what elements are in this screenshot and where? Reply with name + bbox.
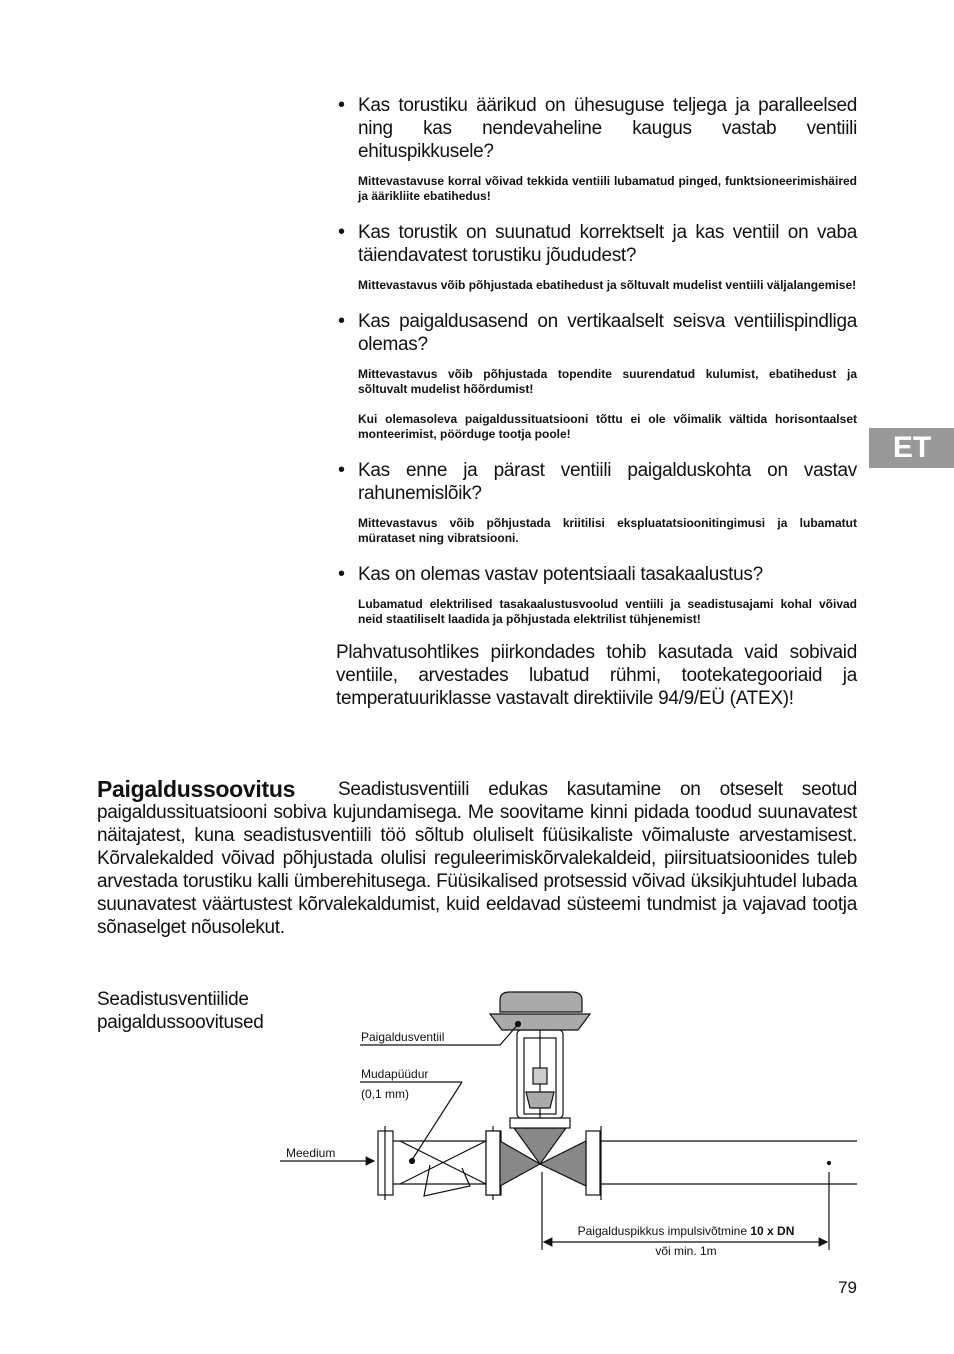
language-tab: ET	[869, 428, 954, 468]
atex-note: Plahvatusohtlikes piirkondades tohib kasutada vaid sobivaid ventiile, arvestades lubatud rühmi, tootekategooriaid ja temperatuuriklasse vastavalt direktiivile 94/9/EÜ (ATEX)!	[336, 642, 857, 709]
section-heading: Paigaldussoovitus	[97, 776, 296, 802]
label-medium: Meedium	[286, 1146, 336, 1160]
page-number: 79	[838, 1278, 857, 1297]
checklist-question: Kas paigaldusasend on vertikaalselt seisva ventiilispindliga olemas?	[358, 311, 857, 355]
valve-actuator	[500, 992, 582, 1012]
checklist-warning: Mittevastavuse korral võivad tekkida ventiili lubamatud pinged, funktsioneerimishäired ja äärikliite ebatihedus!	[358, 174, 857, 203]
bullet-icon: •	[338, 563, 346, 585]
label-length-prefix: Paigalduspikkus impulsivõtmine	[577, 1224, 751, 1238]
label-valve: Paigaldusventiil	[361, 1030, 445, 1044]
checklist-question: Kas on olemas vastav potentsiaali tasakaalustus?	[358, 564, 763, 585]
checklist-warning: Kui olemasoleva paigaldussituatsiooni tõttu ei ole võimalik vältida horisontaalset monteerimist, pöörduge tootja poole!	[358, 412, 857, 441]
bullet-icon: •	[338, 94, 346, 116]
label-length-bold: 10 x DN	[750, 1224, 795, 1238]
label-length-alt: või min. 1m	[655, 1244, 717, 1258]
checklist-warning: Mittevastavus võib põhjustada kriitilisi ekspluatatsioonitingimusi ja lubamatut mürataset ning vibratsiooni.	[358, 516, 857, 545]
bullet-icon: •	[338, 459, 346, 481]
label-strainer-mesh: (0,1 mm)	[361, 1087, 409, 1101]
valve-flange-left	[486, 1131, 500, 1195]
section-body-text: Seadistusventiili edukas kasutamine on otseselt seotud paigaldussituatsiooni sobiva kujundamisega. Me soovitame kinni pidada toodud suunavatest näitajatest, kuna seadistusventiili töö sõltub oluliselt füüsikaliste võimaluste arvestamisest. Kõrvalekalded võivad põhjustada olulisi reguleerimiskõrvalekaldeid, piirsituatsioonides tuleb arvestada torustiku kalli ümberehitusega. Füüsikalised protsessid võivad üksikjuhtudel lubada suunavatest väärtustest kõrvalekaldumist, kuid eeldavad süsteemi tundmist ja vajavad tootja sõnaselget nõusolekut.	[97, 779, 857, 938]
checklist-warning: Lubamatud elektrilised tasakaalustusvoolud ventiili ja seadistusajami kohal võivad neid staatiliselt laadida ja põhjustada elektrilist tühjenemist!	[358, 597, 857, 626]
checklist-question: Kas enne ja pärast ventiili paigalduskohta on vastav rahunemislõik?	[358, 460, 857, 504]
valve-flange-right	[586, 1131, 600, 1195]
figure-caption: Seadistusventiilide paigaldussoovitused	[97, 989, 264, 1033]
bullet-icon: •	[338, 221, 346, 243]
checklist-question: Kas torustik on suunatud korrektselt ja kas ventiil on vaba täiendavatest torustiku jõududest?	[358, 222, 857, 266]
checklist-warning: Mittevastavus võib põhjustada topendite suurendatud kulumist, ebatihedust ja sõltuvalt mudelist hõõrdumist!	[358, 367, 857, 396]
checklist-question: Kas torustiku äärikud on ühesuguse teljega ja paralleelsed ning kas nendevaheline kaugus vastab ventiili ehituspikkusele?	[358, 95, 857, 162]
strainer-pocket	[424, 1165, 470, 1196]
checklist-warning: Mittevastavus võib põhjustada ebatihedust ja sõltuvalt mudelist ventiili väljalangemise!	[358, 278, 857, 292]
bullet-icon: •	[338, 310, 346, 332]
label-strainer: Mudapüüdur	[361, 1067, 429, 1081]
label-length	[578, 1224, 795, 1238]
